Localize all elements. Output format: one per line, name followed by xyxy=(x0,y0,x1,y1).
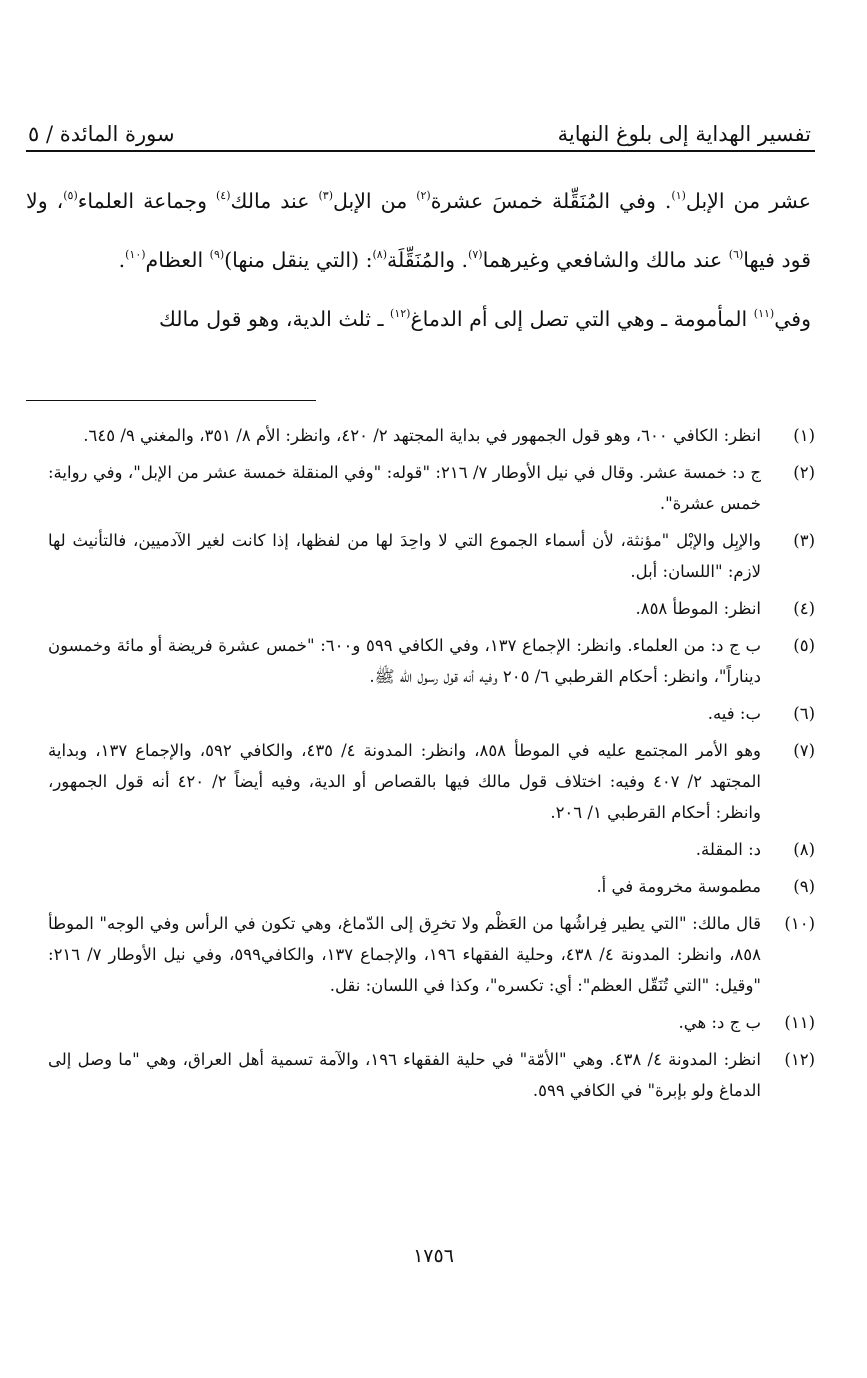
text-run: ـ ثلث الدية، وهو قول مالك xyxy=(158,307,391,331)
footnote-separator xyxy=(26,400,316,401)
text-run: من الإبل xyxy=(332,189,417,213)
footnote-text: انظر: الكافي ٦٠٠، وهو قول الجمهور في بداية المجتهد ٢/ ٤٢٠، وانظر: الأم ٨/ ٣٥١، والمغني ٩/ ٦٤٥. xyxy=(83,426,761,445)
footnote xyxy=(48,630,815,692)
footnote-number: (٨) xyxy=(793,840,815,859)
footnote-number: (٩) xyxy=(793,877,815,896)
footnote-ref[interactable]: (١٢) xyxy=(390,307,411,320)
text-run: . وفي المُنَقِّلة خمسَ عشرة xyxy=(430,189,672,213)
footnote-number: (٢) xyxy=(793,463,815,482)
footnote-number: (١٠) xyxy=(784,914,815,933)
text-run: عند مالك والشافعي وغيرهما xyxy=(482,248,729,272)
footnotes-section xyxy=(48,420,815,1112)
footnote-text: ب: فيه. xyxy=(707,704,761,723)
footnote xyxy=(48,525,815,587)
footnote-number: (١) xyxy=(793,426,815,445)
footnote xyxy=(48,871,815,902)
footnote xyxy=(48,593,815,624)
text-run: عشر من الإبل xyxy=(685,189,811,213)
text-run: عند مالك xyxy=(230,189,319,213)
main-text xyxy=(26,172,811,349)
footnote-ref[interactable]: (١٠) xyxy=(125,248,146,261)
text-run: ، ولا قود فيها xyxy=(26,189,811,272)
text-run: وفي xyxy=(774,307,811,331)
footnote-ref[interactable]: (٩) xyxy=(209,248,225,261)
footnote-text: والإبِل والإبْل "مؤنثة، لأن أسماء الجموع التي لا واحِدَ لها من لفظها، إذا كانت لغير الآدميين، فالتأنيث لها لازم: "اللسان: أبل. xyxy=(48,531,761,581)
footnote-text: انظر: الموطأ ٨٥٨. xyxy=(635,599,761,618)
footnote-text: مطموسة مخرومة في أ. xyxy=(596,877,761,896)
text-run: المأمومة ـ وهي التي تصل إلى أم الدماغ xyxy=(410,307,754,331)
footnote-text: انظر: المدونة ٤/ ٤٣٨. وهي "الأمّة" في حلية الفقهاء ١٩٦، والآمة تسمية أهل العراق، وهي "ما وصل إلى الدماغ ولو بإبرة" في الكافي ٥٩٩. xyxy=(48,1050,761,1100)
footnote-ref[interactable]: (٣) xyxy=(318,189,333,202)
footnote-text: ب ج د: هي. xyxy=(678,1013,761,1032)
surah-label: سورة المائدة / ٥ xyxy=(28,122,175,146)
footnote xyxy=(48,834,815,865)
page-number: ١٧٥٦ xyxy=(413,1245,454,1267)
footnote-number: (١٢) xyxy=(784,1050,815,1069)
footnote xyxy=(48,908,815,1001)
footnote-ref[interactable]: (١١) xyxy=(753,307,775,320)
footnote-ref[interactable]: (١) xyxy=(671,189,686,202)
footnote-ref[interactable]: (٥) xyxy=(63,189,78,202)
footnote xyxy=(48,1007,815,1038)
footnote-number: (٧) xyxy=(793,741,815,760)
book-title: تفسير الهداية إلى بلوغ النهاية xyxy=(557,122,811,146)
footnote-ref[interactable]: (٤) xyxy=(216,189,231,202)
footnote-number: (٥) xyxy=(793,636,815,655)
footnote-text: ب ج د: من العلماء. وانظر: الإجماع ١٣٧، وفي الكافي ٥٩٩ و٦٠٠: "خمس عشرة فريضة أو مائة وخمسون ديناراً"، وانظر: أحكام القرطبي ٦/ ٢٠٥ وفيه أنه قول رسول الله ﷺ. xyxy=(48,636,762,686)
footnote-ref[interactable]: (٧) xyxy=(468,248,483,261)
footnote xyxy=(48,420,815,451)
header-rule xyxy=(26,150,815,152)
footnote-ref[interactable]: (٦) xyxy=(728,248,744,261)
footnote-number: (٤) xyxy=(793,599,815,618)
main-paragraph xyxy=(26,172,811,290)
main-paragraph xyxy=(26,290,811,349)
footnote xyxy=(48,457,815,519)
footnote-number: (١١) xyxy=(784,1013,815,1032)
running-header xyxy=(28,110,811,146)
footnote xyxy=(48,735,815,828)
footnote-ref[interactable]: (٢) xyxy=(416,189,431,202)
footnote-number: (٦) xyxy=(793,704,815,723)
footnote-text: قال مالك: "التي يطير فِراشُها من العَظْم ولا تخرِق إلى الدّماغ، وهي تكون في الرأس وفي الوجه" الموطأ ٨٥٨، وانظر: المدونة ٤/ ٤٣٨، وحلية الفقهاء ١٩٦، والإجماع ١٣٧، والكافي٥٩٩، وفي نيل الأوطار ٧/ ٢١٦: "وقيل: "التي تُنَقّل العظم": أي: تكسره"، وكذا في اللسان: نقل. xyxy=(48,914,762,995)
footnote-text: وهو الأمر المجتمع عليه في الموطأ ٨٥٨، وانظر: المدونة ٤/ ٤٣٥، والكافي ٥٩٢، والإجماع ١٣٧، وبداية المجتهد ٢/ ٤٠٧ وفيه: اختلاف قول مالك فيها بالقصاص أو الدية، وفيه أيضاً ٢/ ٤٢٠ أنه قول الجمهور، وانظر: أحكام القرطبي ١/ ٢٠٦. xyxy=(48,741,761,822)
text-run: وجماعة العلماء xyxy=(77,189,216,213)
footnote xyxy=(48,1044,815,1106)
footnote-number: (٣) xyxy=(793,531,815,550)
text-run: : (التي ينقل منها) xyxy=(224,248,373,272)
text-run: العظام xyxy=(145,248,210,272)
footnote-text: ج د: خمسة عشر. وقال في نيل الأوطار ٧/ ٢١٦: "قوله: "وفي المنقلة خمسة عشر من الإبل"، وفي رواية: خمس عشرة". xyxy=(48,463,761,513)
footnote-text: د: المقلة. xyxy=(695,840,761,859)
text-run: . xyxy=(118,248,126,272)
footnote-ref[interactable]: (٨) xyxy=(372,248,388,261)
text-run: . والمُنَقِّلَة xyxy=(387,248,469,272)
footnote xyxy=(48,698,815,729)
